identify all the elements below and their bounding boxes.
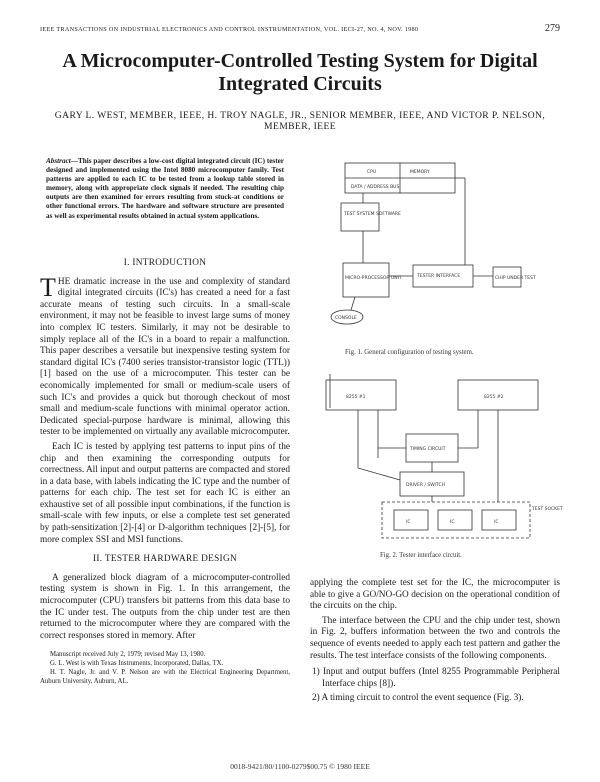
fig2-ppi2-label: 8255 #2 [484,395,504,400]
figure-2-caption: Fig. 2. Tester interface circuit. [380,552,462,559]
page-number: 279 [545,23,560,34]
list-item: 1) Input and output buffers (Intel 8255 Programmable Peripheral Interface chips [8]). [312,667,560,689]
footnote-west: G. L. West is with Texas Instruments, Incorporated, Dallas, TX. [50,660,224,668]
abstract [46,157,284,221]
fig1-interface-label: TESTER INTERFACE [417,274,461,279]
figure-2-diagram [318,368,563,543]
fig2-ic-label-3: IC [494,520,499,525]
fig2-ic-label-1: IC [406,520,411,525]
list-item: 2) A timing circuit to control the event sequence (Fig. 3). [312,693,524,704]
fig1-cpu-label: CPU [367,170,377,175]
intro-paragraph-1 [40,272,290,439]
fig1-test-system-label: TEST SYSTEM SOFTWARE [344,212,401,217]
fig1-console-label: CONSOLE [335,316,357,321]
fig2-ppi1-label: 8255 #1 [346,395,366,400]
fig2-driver-label: DRIVER / SWITCH [406,483,445,488]
right-column [310,578,560,708]
fig1-memory-label: MEMORY [410,170,430,175]
journal-header: IEEE TRANSACTIONS ON INDUSTRIAL ELECTRONICS AND CONTROL INSTRUMENTATION, VOL. IECI-27, NO. 4, NOV. 1980 [40,26,419,33]
left-column [40,258,290,686]
section-2-heading: II. TESTER HARDWARE DESIGN [93,554,237,565]
fig1-chip-label: CHIP UNDER TEST [495,276,536,281]
fig2-socket-label: TEST SOCKET [532,507,563,512]
paper-title: A Microcomputer-Controlled Testing System for Digital Integrated Circuits [62,50,538,95]
component-list [310,667,560,705]
figure-1-caption: Fig. 1. General configuration of testing system. [345,349,474,356]
right-paragraph-1: applying the complete test set for the IC, the microcomputer is able to give a GO/NO-GO decision on the operational condition of the circuits on the chip. [310,578,560,612]
abstract-label: Abstract— [46,157,78,165]
intro-p1-text: HE dramatic increase in the use and complexity of standard digital integrated circuits (IC's) has created a need for a fast accurate means of testing such circuits. In a small-scale environment, it may not be feasible to invest large sums of money into complex IC testers. Similarly, it may not be desirable to simply replace all of the IC's in a board to repair a malfunction. This paper describes a versatile but inexpensive testing system for standard digital IC's (7400 series transistor-transistor logic (TTL)) [1] based on the use of a microcomputer. This tester can be economically implemented for small or medium-scale users of such IC's and provides a quick but thorough checkout of most small and medium-scale functions with minimal operator action. Dedicated special-purpose hardware is minimal, allowing this tester to be implemented on virtually any available microcomputer. [40,276,290,438]
section-1-heading: I. INTRODUCTION [123,258,207,268]
hardware-paragraph-1: A generalized block diagram of a microcomputer-controlled testing system is shown in Fig. 1. In this arrangement, the microcomputer (CPU) transfers bit patterns from this data base to the IC under test. The outputs from the chip under test are then returned to the microcomputer where they are compared with the correct responses stored in memory. After [40,572,290,641]
abstract-text: This paper describes a low-cost digital integrated circuit (IC) tester designed and implemented using the Intel 8080 microcomputer family. Test patterns are applied to each IC to be tested from a lookup table stored in memory, along with appropriate clock signals if needed. The resulting chip outputs are then examined for errors resulting from stuck-at conditions or other functional errors. The hardware and software structure are presented as well as experimental results obtained in actual system applications. [46,157,284,220]
dropcap: T [40,272,56,302]
fig1-processor-label: MICRO-PROCESSOR UNIT [345,276,402,281]
footnote-nagle-nelson: H. T. Nagle, Jr. and V. P. Nelson are with the Electrical Engineering Department, Auburn University, Auburn, AL. [40,669,290,686]
fig1-bus-label: DATA / ADDRESS BUS [351,185,400,190]
fig2-ic-label-2: IC [450,520,455,525]
intro-paragraph-2: Each IC is tested by applying test patterns to input pins of the chip and then examining the corresponding outputs for correctness. All input and output patterns are compacted and stored in a data base, with labels indicating the IC type and the number of patterns for each chip. The test set for each IC is either an exhaustive set of all possible input combinations, if the function is small-scale with few inputs, or else a complete test set generated by path-sensitization [2]-[4] or D-algorithm techniques [2]-[5], for more complex SSI and MSI functions. [40,441,290,545]
authors-line: GARY L. WEST, MEMBER, IEEE, H. TROY NAGLE, JR., SENIOR MEMBER, IEEE, AND VICTOR P. NELSON, MEMBER, IEEE [54,110,546,132]
fig2-timing-label: TIMING CIRCUIT [410,447,446,452]
right-paragraph-2: The interface between the CPU and the chip under test, shown in Fig. 2, buffers information between the two and controls the sequence of events needed to apply each test pattern and gather the results. The test interface consists of the following components. [310,615,560,661]
copyright-line: 0018-9421/80/1100-0279$00.75 © 1980 IEEE [230,762,370,771]
footnote [40,650,290,686]
footnote-received: Manuscript received July 2, 1979; revised May 13, 1980. [50,651,206,659]
figure-1-diagram [315,155,560,335]
